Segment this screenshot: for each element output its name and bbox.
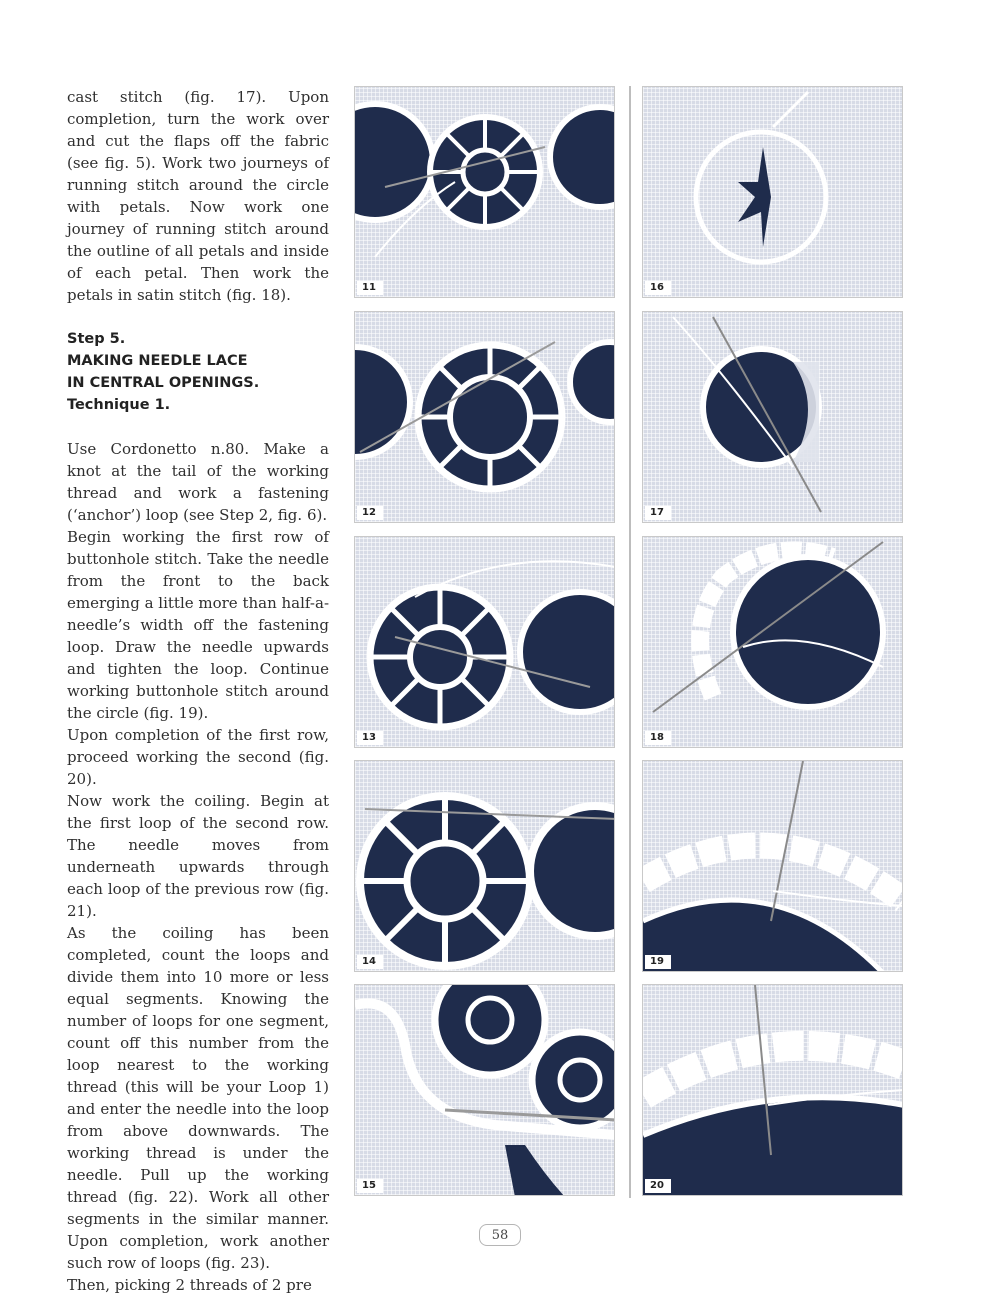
paragraph-segments: As the coiling has been completed, count the loops and divide them into 10 more or less equal segments. Knowing the number of loops for one segment, count off this number from the loop nearest to the working thread (this will be your Loop 1) and enter the needle into the loop from above downwards. The working thread is under the needle. Pull up the working thread (fig. 22). Work all other segments in the similar manner. Upon completion, work another such row of loops (fig. 23).	[67, 924, 329, 1272]
figure-label: 20	[645, 1179, 671, 1193]
paragraph-picking: Then, picking 2 threads of 2 pre	[67, 1276, 312, 1294]
figure-label: 13	[357, 731, 383, 745]
paragraph-first-row: Begin working the first row of buttonhole stitch. Take the needle from the front to the back emerging a little more than half-a-needle’s width off the fastening loop. Draw the needle upwards and tighten the loop. Continue working buttonhole stitch around the circle (fig. 19).	[67, 528, 330, 722]
paragraph-second-row: Upon completion of the first row, proceed working the second (fig. 20).	[67, 726, 329, 788]
figure-label: 19	[645, 955, 671, 969]
step-heading-title-line1: MAKING NEEDLE LACE	[67, 353, 248, 369]
body-text-column	[67, 86, 329, 1296]
paragraph-coiling: Now work the coiling. Begin at the first loop of the second row. The needle moves from underneath upwards through each loop of the previous row (fig. 21).	[67, 792, 329, 920]
figure-label: 16	[645, 281, 671, 295]
figure-label: 11	[357, 281, 383, 295]
paragraph-cordonetto: Use Cordonetto n.80. Make a knot at the tail of the working thread and work a fastening (‘anchor’) loop (see Step 2, fig. 6).	[67, 440, 329, 524]
photo-fig-20	[642, 984, 903, 1196]
figure-label: 14	[357, 955, 383, 969]
paragraph-continuation: cast stitch (fig. 17). Upon completion, turn the work over and cut the flaps off the fabric (see fig. 5). Work two journeys of running stitch around the circle with petals. Now work one journey of running stitch around the outline of all petals and inside of each petal. Then work the petals in satin stitch (fig. 18).	[67, 88, 329, 304]
photo-fig-18	[642, 536, 903, 748]
column-divider	[629, 86, 631, 1198]
step-heading-technique: Technique 1.	[67, 397, 171, 413]
photo-fig-14	[354, 760, 615, 972]
photo-fig-19	[642, 760, 903, 972]
photo-fig-13	[354, 536, 615, 748]
step-heading-title-line2: IN CENTRAL OPENINGS.	[67, 375, 260, 391]
figure-label: 17	[645, 506, 671, 520]
figure-label: 18	[645, 731, 671, 745]
photo-fig-15	[354, 984, 615, 1196]
photo-fig-16	[642, 86, 903, 298]
photo-fig-11	[354, 86, 615, 298]
page-number: 58	[479, 1224, 521, 1246]
figure-label: 12	[357, 506, 383, 520]
figure-label: 15	[357, 1179, 383, 1193]
photo-fig-17	[642, 311, 903, 523]
step-heading-number: Step 5.	[67, 331, 126, 347]
photo-fig-12	[354, 311, 615, 523]
